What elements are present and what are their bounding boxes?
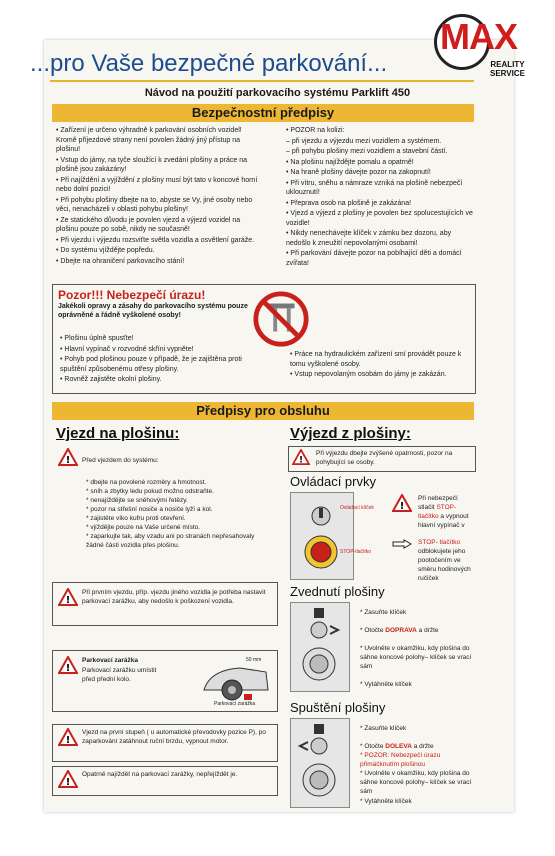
safety-left-list [56,126,264,267]
entry-note2: Vjezd na první stupeň ( u automatické převodovky pozice P), po zaparkování zatáhnout ruční brzdu, vypnout motor. [82,729,266,745]
list-item: • Vjezd a výjezd z plošiny je povolen bez spolucestujících ve vozidle! [286,210,473,227]
warning-icon [58,770,78,788]
stop-label: STOP-tlačítko [340,549,372,555]
danger-left-list [60,334,248,386]
list-item: • Vstup do jámy, na tyče sloužící k zvedání plošiny a práce na plošině jsou zakázány! [56,156,248,173]
text-part: a vypnout hlavní vypínač v [418,513,469,529]
list-item: • Přeprava osob na plošině je zakázána! [286,199,412,207]
page-subtitle: Návod na použití parkovacího systému Parklift 450 [144,87,411,99]
list-item: * zajistěte víko kufru proti otevření. [86,515,186,522]
max-reality-logo [430,14,548,80]
lower-step2 [360,742,434,751]
warning-icon [58,728,78,746]
list-item: – při vjezdu a výjezdu mezi vozidlem a systémem. [286,137,442,145]
entry-note1: Při prvním vjezdu, příp. vjezdu jiného vozidla je potřeba nastavit parkovací zarážku, aby nedošlo k poškození vozidla. [82,589,266,605]
list-item: • Při parkování dávejte pozor na pobíhající děti a domácí zvířata! [286,250,462,267]
text-part: DOLEVA [385,743,412,750]
list-item: * sníh a zbytky ledu pokud možno odstraňte. [86,488,214,495]
controls-text2 [418,538,476,583]
controls-text1 [418,494,474,530]
pointing-hand-icon [392,538,412,550]
entry-heading: Vjezd na plošinu: [56,425,180,442]
car-wheel-icon [200,660,272,704]
raise-step1: * Zasuňte klíček [360,609,407,616]
list-item: • Plošinu úplně spusťte! [60,335,134,342]
list-item: * nenajíždějte se sněhovými řetězy. [86,497,188,504]
svg-text:!: ! [298,455,304,465]
svg-text:!: ! [65,777,71,788]
list-item: • Při vítru, sněhu a námraze vzniká na plošině nebezpečí uklouznutí! [286,179,463,196]
svg-text:!: ! [399,501,405,512]
exit-note: Při výjezdu dbejte zvýšené opatrnosti, pozor na pohybující se osoby. [316,450,453,466]
lower-step3: * Uvolněte v okamžiku, kdy plošina do sáhne koncové polohy– klíček se vrací sám [360,770,472,795]
key-switch-icon [296,498,346,574]
list-item: • Rovněž zajistěte okolní plošiny. [60,376,162,383]
text-part: STOP-tlačítko [418,504,457,520]
lower-step4: * Vytáhněte klíček [360,798,412,805]
raise-step2 [360,626,439,635]
operation-heading: Předpisy pro obsluhu [52,402,474,420]
svg-text:!: ! [65,663,71,674]
raise-step3: * Uvolněte v okamžiku, kdy plošina do sáhne koncové polohy– klíček se vrací sám [360,645,472,670]
warning-icon [58,656,78,674]
entry-checklist [86,478,266,550]
text-part: a držte [411,743,434,750]
safety-heading: Bezpečnostní předpisy [52,104,474,122]
rotate-left-icon [294,722,344,802]
list-item: * zaparkujte tak, aby vzadu ani po stranách nepřesahovaly žádné části vozidla přes plošinu. [86,533,255,549]
text-part: * Otočte [360,743,386,750]
danger-right-list [290,350,466,381]
raise-step4: * Vytáhněte klíček [360,681,412,688]
entry-note3: Opatrně najíždět na parkovací zarážky, nepřejíždět je. [82,771,238,778]
list-item: * dbejte na povolené rozměry a hmotnost. [86,479,207,486]
list-item: • Na hraně plošiny dávejte pozor na zakopnutí! [286,169,431,176]
text-part: STOP- tlačítko [418,539,461,546]
page-title: ...pro Vaše bezpečné parkování... [30,50,388,77]
list-item: * vjíždějte pouze na Vaše určené místo. [86,524,201,531]
text-part: Při nebezpečí stlačit [418,495,458,511]
raise-heading: Zvednutí plošiny [290,584,385,599]
key-label: Ovládací klíček [340,505,374,511]
list-item: • Vstup nepovolaným osobám do jámy je zakázán. [290,371,447,378]
list-item: • Při pohybu plošiny dbejte na to, abyste se Vy, jiné osoby nebo věci, nenacházeli v oblasti pohybu plošiny! [56,196,253,213]
title-underline [50,80,474,82]
svg-text:!: ! [65,735,71,746]
stopper-label-bottom: Parkovací zarážka [214,701,256,707]
list-item: • Pohyb pod plošinou pouze v případě, že je zajištěna proti spuštění způsobenému otřesy plošiny. [60,356,242,373]
exit-heading: Výjezd z plošiny: [290,425,411,442]
stopper-label-top: 50 mm [246,657,262,663]
warning-icon [392,494,412,512]
list-item: • Práce na hydraulickém zařízení smí provádět pouze k tomu vyškolené osoby. [290,351,462,368]
stopper-text: Parkovací zarážku umístit před přední kolo. [82,667,157,683]
text-part: DOPRAVA [385,627,417,634]
list-item: • POZOR na kolizi: [286,127,345,134]
rotate-right-icon [294,606,344,686]
svg-text:!: ! [65,455,71,466]
list-item: • Do systému vjíždějte popředu. [56,247,155,254]
list-item: • Zařízení je určeno výhradně k parkování osobních vozidel! Kromě příjezdové strany není povolen žádný jiný přístup na plošinu! [56,127,242,153]
list-item: • Dbejte na ohraničení parkovacího stání! [56,257,185,265]
svg-text:!: ! [65,595,71,606]
lower-step1: * Zasuňte klíček [360,725,407,732]
warning-icon [58,588,78,606]
list-item: • Při najíždění a vyjíždění z plošiny musí být tato v koncové horní nebo dolní pozici! [56,176,258,193]
text-part: a držte [416,627,439,634]
danger-subtitle: Jakékoli opravy a zásahy do parkovacího systému pouze oprávněné a řádně vyškolené osoby! [58,303,248,319]
list-item: • Hlavní vypínač v rozvodné skříni vypněte! [60,345,194,353]
logo-line2: SERVICE [490,69,525,78]
list-item: • Na plošinu najíždějte pomalu a opatrně! [286,158,414,166]
logo-tagline [490,60,525,78]
logo-line1: REALITY [490,60,525,69]
lower-heading: Spuštění plošiny [290,700,386,715]
stopper-title: Parkovací zarážka [82,657,139,664]
logo-brand: MAX [440,16,517,57]
list-item: – při pohybu plošiny mezi vozidlem a stavební částí. [286,148,448,155]
entry-before: Před vjezdem do systému: [82,457,159,464]
list-item: • Při vjezdu i výjezdu rozsviťte světla vozidla a osvětlení garáže. [56,236,255,244]
warning-icon [292,449,310,465]
list-item: • Nikdy nenechávejte klíček v zámku bez dozoru, aby nedošlo k zneužití nepovolanými osobami! [286,230,452,247]
controls-heading: Ovládací prvky [290,474,376,489]
no-entry-icon [252,290,310,348]
danger-title: Pozor!!! Nebezpečí úrazu! [58,288,206,302]
text-part: * Otočte [360,627,386,634]
safety-right-list [286,126,474,269]
list-item: • Ze statického důvodu je povolen vjezd a výjezd vozidel na plošinu pouze po sobě, nikdy ne současně! [56,216,241,233]
list-item: * pozor na střešní nosiče a nosiče lyží a kol. [86,506,213,513]
text-part: odblokujete jeho pootočením ve směru hodinových ručiček [418,548,471,582]
warning-icon [58,448,78,466]
lower-warning: * POZOR: Nebezpečí úrazu přimáčknutím plošinou [360,752,441,768]
